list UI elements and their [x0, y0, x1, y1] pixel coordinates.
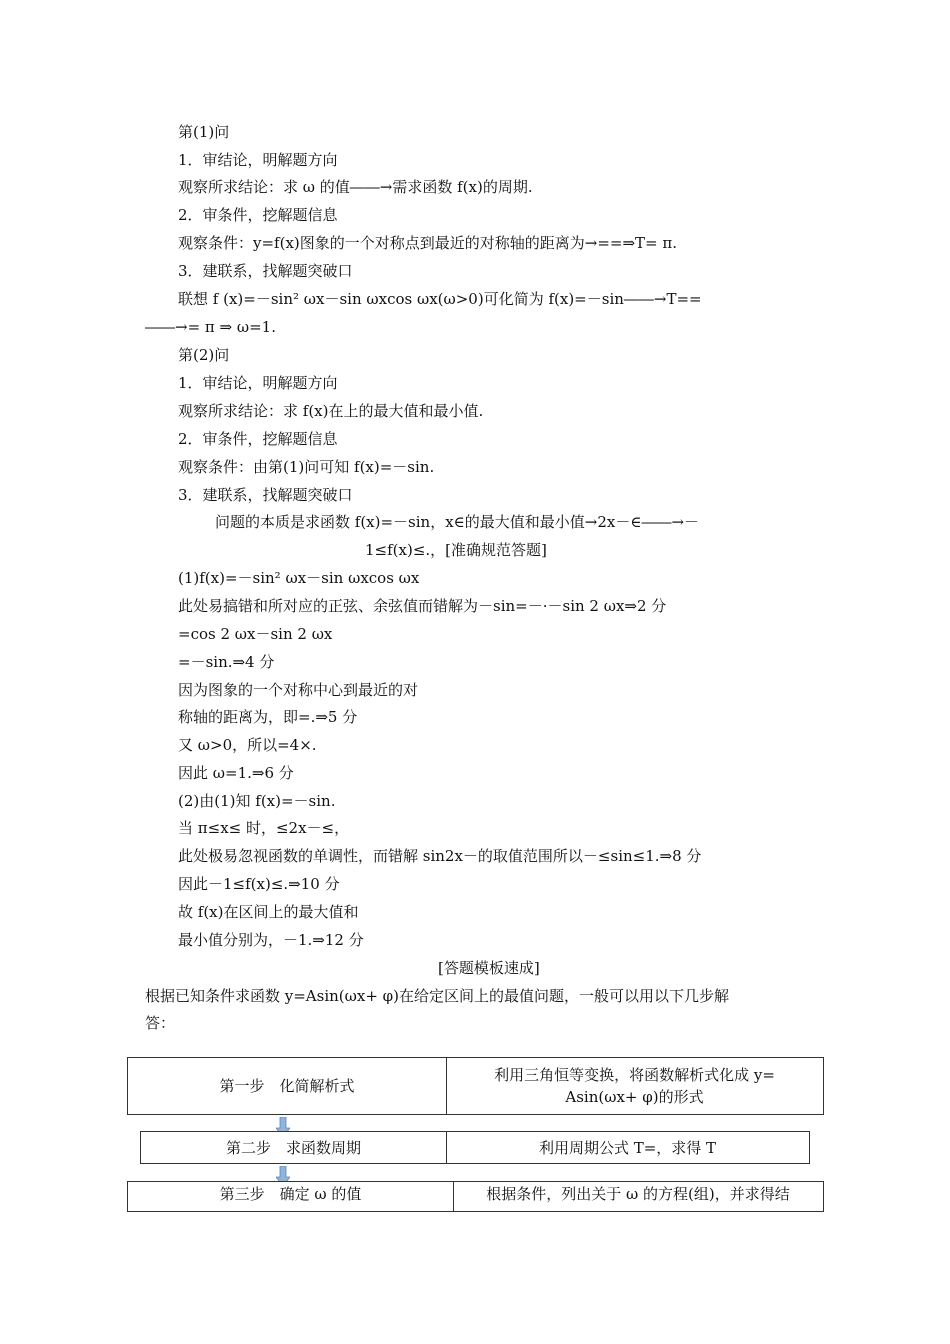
- text-line: 观察条件：y=f(x)图象的一个对称点到最近的对称轴的距离为→==⇒T= π.: [178, 234, 678, 252]
- step-row-2: [140, 1131, 810, 1164]
- text-line: 3．建联系，找解题突破口: [178, 486, 353, 504]
- text-line: ――→= π ⇒ ω=1.: [145, 318, 276, 336]
- text-line: 1．审结论，明解题方向: [178, 151, 338, 169]
- text-line: 又 ω>0，所以=4×.: [178, 736, 317, 754]
- section-heading: [答题模板速成]: [438, 959, 540, 977]
- text-line: 观察所求结论：求 f(x)在上的最大值和最小值.: [178, 402, 484, 420]
- text-line: 此处极易忽视函数的单调性，而错解 sin2x－的取值范围所以－≤sin≤1.⇒8 分: [178, 847, 702, 865]
- text-line: 1．审结论，明解题方向: [178, 374, 338, 392]
- text-line: 因此－1≤f(x)≤.⇒10 分: [178, 875, 340, 893]
- text-line: 故 f(x)在区间上的最大值和: [178, 903, 359, 921]
- text-line: 根据已知条件求函数 y=Asin(ωx+ φ)在给定区间上的最值问题，一般可以用以下几步解: [145, 987, 730, 1005]
- step-2-description: 利用周期公式 T=，求得 T: [538, 1138, 717, 1157]
- text-line: 1≤f(x)≤.，[准确规范答题]: [365, 541, 547, 559]
- text-line: 2．审条件，挖解题信息: [178, 430, 338, 448]
- text-line: 联想 f (x)=－sin² ωx－sin ωxcos ωx(ω>0)可化简为 f(x)=－sin――→T==: [178, 290, 702, 308]
- step-1-description-line-1: 利用三角恒等变换，将函数解析式化成 y=: [494, 1066, 775, 1084]
- step-2-label: 第二步 求函数周期: [225, 1138, 361, 1157]
- text-line: 观察条件：由第(1)问可知 f(x)=－sin.: [178, 458, 435, 476]
- text-line: 答：: [145, 1014, 176, 1032]
- part1-heading: 第(1)问: [178, 123, 230, 141]
- text-line: =cos 2 ωx－sin 2 ωx: [178, 625, 333, 643]
- step-row-3: [127, 1181, 824, 1212]
- text-line: (2)由(1)知 f(x)=－sin.: [178, 792, 336, 810]
- step-1-label: 第一步 化简解析式: [219, 1077, 355, 1095]
- text-line: =－sin.⇒4 分: [178, 653, 275, 671]
- step-1-description-line-2: Asin(ωx+ φ)的形式: [565, 1088, 704, 1106]
- step-row-1: [127, 1057, 824, 1115]
- text-line: 称轴的距离为，即=.⇒5 分: [178, 708, 358, 726]
- step-1-description: [446, 1058, 823, 1114]
- step-3-label: 第三步 确定 ω 的值: [219, 1185, 362, 1203]
- text-line: 观察所求结论：求 ω 的值――→需求函数 f(x)的周期.: [178, 178, 533, 196]
- step-3-description: 根据条件，列出关于 ω 的方程(组)，并求得结: [486, 1185, 790, 1203]
- part2-heading: 第(2)问: [178, 346, 230, 364]
- text-line: 此处易搞错和所对应的正弦、余弦值而错解为－sin=－·－sin 2 ωx⇒2 分: [178, 597, 667, 615]
- text-line: 2．审条件，挖解题信息: [178, 206, 338, 224]
- text-line: (1)f(x)=－sin² ωx－sin ωxcos ωx: [178, 569, 420, 587]
- text-line: 问题的本质是求函数 f(x)=－sin，x∈的最大值和最小值→2x－∈――→－: [215, 513, 700, 531]
- text-line: 因为图象的一个对称中心到最近的对: [178, 681, 419, 699]
- text-line: 当 π≤x≤ 时，≤2x－≤，: [178, 819, 350, 837]
- text-line: 因此 ω=1.⇒6 分: [178, 764, 294, 782]
- text-line: 3．建联系，找解题突破口: [178, 262, 353, 280]
- text-line: 最小值分别为，－1.⇒12 分: [178, 931, 364, 949]
